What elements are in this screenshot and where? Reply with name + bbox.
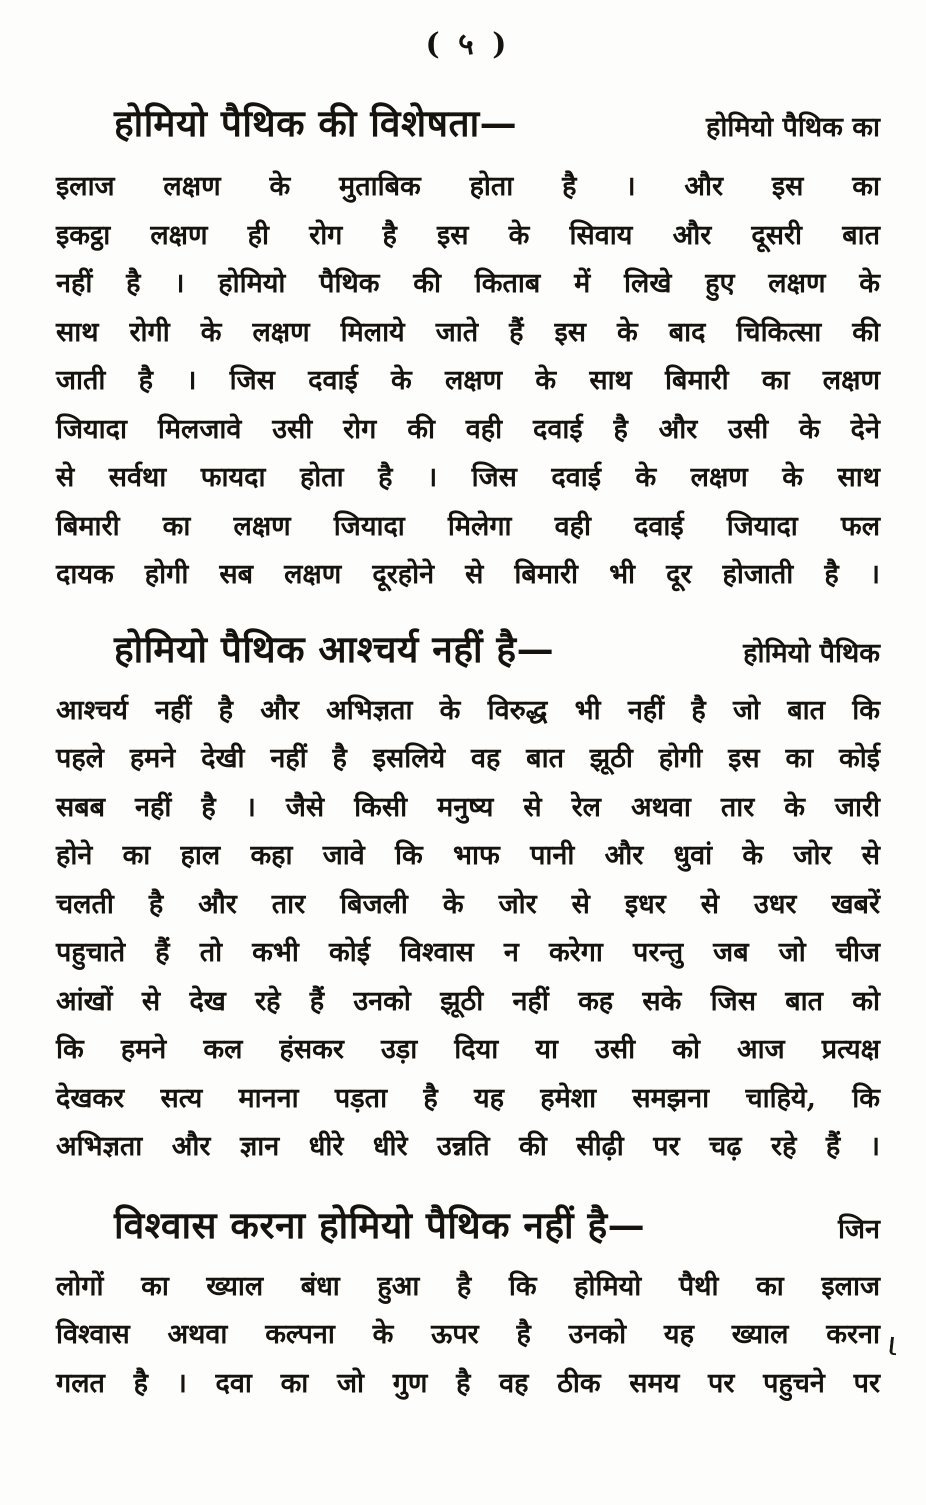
paragraph <box>56 687 880 1172</box>
text-line: कि हमने कल हंसकर उड़ा दिया या उसी को आज प्रत्यक्ष <box>56 1034 880 1065</box>
text-line: बिमारी का लक्षण जियादा मिलेगा वही दवाई जियादा फल <box>56 510 880 542</box>
text-line: चलती है और तार बिजली के जोर से इधर से उधर खबरें <box>56 888 880 920</box>
text-line: सबब नहीं है । जैसे किसी मनुष्य से रेल अथवा तार के जारी <box>56 791 880 823</box>
heading-continuation-text: होमियो पैथिक <box>743 637 880 669</box>
text-line: दायक होगी सब लक्षण दूरहोने से बिमारी भी दूर होजाती है । <box>56 559 880 590</box>
section-heading <box>56 1198 880 1257</box>
paragraph <box>56 163 880 600</box>
heading-continuation-text: होमियो पैथिक का <box>706 112 880 143</box>
page-number: ( ५ ) <box>425 27 511 62</box>
text-line: नहीं है । होमियो पैथिक की किताब में लिखे हुए लक्षण के <box>56 268 880 299</box>
text-line: पहुचाते हैं तो कभी कोई विश्वास न करेगा परन्तु जब जो चीज <box>56 937 880 968</box>
section-heading-text: विश्वास करना होमियो पैथिक नहीं है— <box>114 1202 646 1247</box>
text-line: आश्चर्य नहीं है और अभिज्ञता के विरुद्ध भी नहीं है जो बात कि <box>56 694 880 726</box>
section-heading-text: होमियो पैथिक की विशेषता— <box>114 101 518 145</box>
section-heading <box>56 96 880 155</box>
section-heading <box>56 622 880 681</box>
text-line: जाती है । जिस दवाई के लक्षण के साथ बिमारी का लक्षण <box>56 365 880 396</box>
paragraph <box>56 1263 880 1409</box>
text-line: अभिज्ञता और ज्ञान धीरे धीरे उन्नति की सीढ़ी पर चढ़ रहे हैं । <box>56 1131 880 1162</box>
text-line: आंखों से देख रहे हैं उनको झूठी नहीं कह सके जिस बात को <box>56 985 880 1017</box>
section-heading-text: होमियो पैथिक आश्चर्य नहीं है— <box>114 626 555 671</box>
text-line: गलत है । दवा का जो गुण है वह ठीक समय पर पहुचने पर <box>56 1367 880 1399</box>
text-line: देखकर सत्य मानना पड़ता है यह हमेशा समझना चाहिये, कि <box>56 1082 880 1114</box>
text-line: विश्वास अथवा कल्पना के ऊपर है उनको यह ख्याल करना <box>56 1319 880 1350</box>
text-line: पहले हमने देखी नहीं है इसलिये वह बात झूठी होगी इस का कोई <box>56 743 880 774</box>
text-line: इलाज लक्षण के मुताबिक होता है । और इस का <box>56 171 880 202</box>
text-line: साथ रोगी के लक्षण मिलाये जाते हैं इस के बाद चिकित्सा की <box>56 316 880 348</box>
text-line: इकट्ठा लक्षण ही रोग है इस के सिवाय और दूसरी बात <box>56 219 880 251</box>
text-line: से सर्वथा फायदा होता है । जिस दवाई के लक्षण के साथ <box>56 462 880 493</box>
text-line: जियादा मिलजावे उसी रोग की वही दवाई है और उसी के देने <box>56 413 880 445</box>
text-line: होने का हाल कहा जावे कि भाफ पानी और धुवां के जोर से <box>56 840 880 871</box>
text-line: लोगों का ख्याल बंधा हुआ है कि होमियो पैथी का इलाज <box>56 1270 880 1302</box>
heading-continuation-text: जिन <box>837 1213 880 1245</box>
